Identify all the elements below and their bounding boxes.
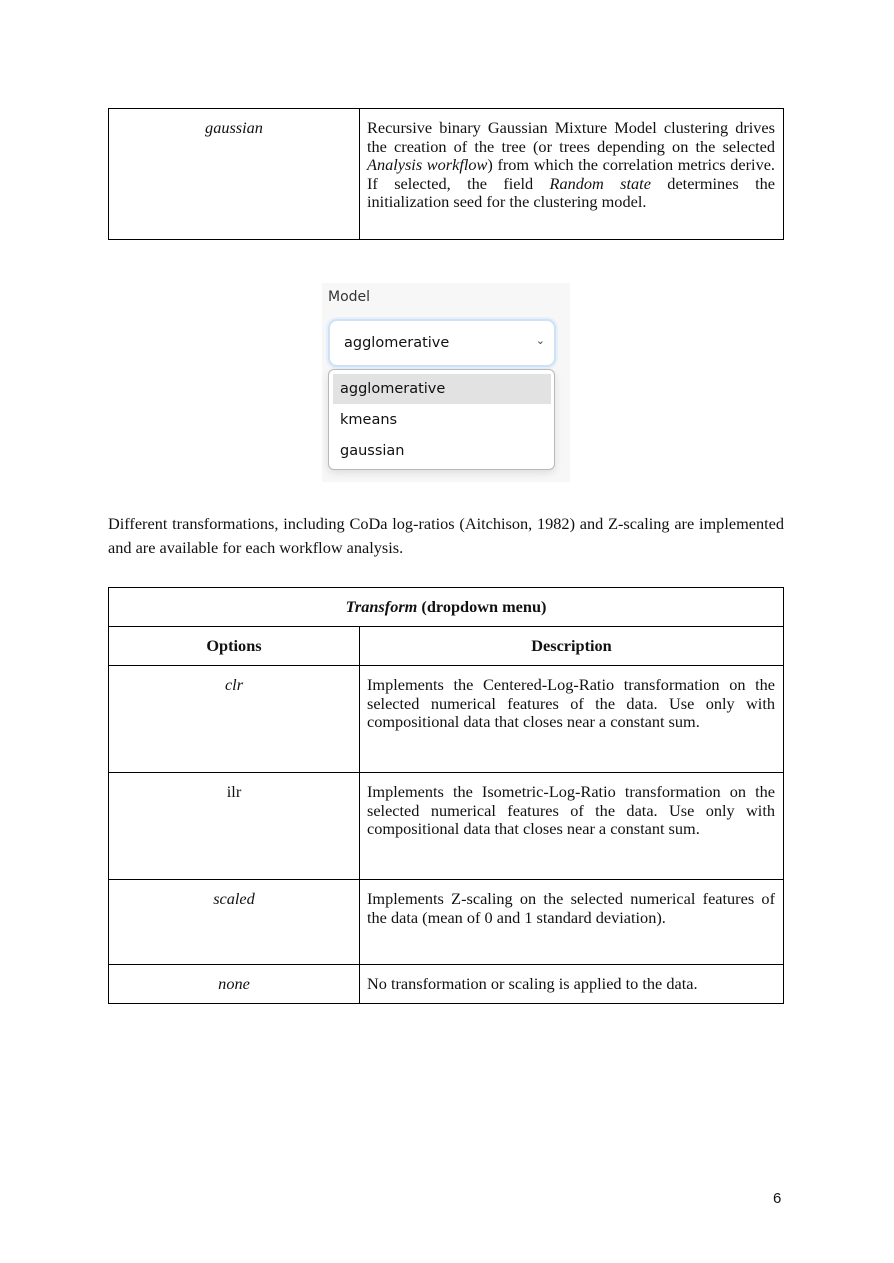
- table-title-row: [109, 588, 784, 627]
- description-cell: Implements the Centered-Log-Ratio transformation on the selected numerical features of the data. Use only with compositional data that closes near a constant sum.: [360, 666, 784, 773]
- description-emphasis: Analysis workflow: [367, 155, 488, 175]
- table-row: [109, 773, 784, 880]
- model-options-menu: [328, 369, 555, 470]
- option-cell: none: [109, 965, 360, 1004]
- description-emphasis: Random state: [549, 173, 651, 193]
- description-text: ) from which the correlation metrics derive. If selected, the field: [367, 155, 776, 193]
- option-cell: gaussian: [109, 109, 360, 240]
- table-row: [109, 880, 784, 965]
- option-cell: clr: [109, 666, 360, 773]
- chevron-down-icon[interactable]: ⌄: [535, 334, 545, 347]
- description-cell: Implements Z-scaling on the selected numerical features of the data (mean of 0 and 1 standard deviation).: [360, 880, 784, 965]
- menu-item-kmeans[interactable]: kmeans: [340, 412, 398, 428]
- description-text: determines the initialization seed for the clustering model.: [367, 173, 775, 212]
- model-label: Model: [328, 289, 371, 305]
- model-select-value: agglomerative: [344, 335, 450, 351]
- description-text: Recursive binary Gaussian Mixture Model clustering drives the creation of the tree (or trees depending on the selected: [367, 118, 775, 156]
- model-select[interactable]: [328, 319, 556, 367]
- table-row: [109, 965, 784, 1004]
- option-cell: ilr: [109, 773, 360, 880]
- option-cell: scaled: [109, 880, 360, 965]
- table-title-text: (dropdown menu): [417, 597, 547, 616]
- table-title: [109, 588, 784, 627]
- body-paragraph: Different transformations, including CoDa log-ratios (Aitchison, 1982) and Z-scaling are implemented and are available for each workflow analysis.: [108, 514, 784, 557]
- menu-item-agglomerative[interactable]: agglomerative: [333, 374, 551, 404]
- table-row: [109, 666, 784, 773]
- table-row: [109, 109, 784, 240]
- description-cell: No transformation or scaling is applied to the data.: [360, 965, 784, 1004]
- description-cell: Implements the Isometric-Log-Ratio transformation on the selected numerical features of the data. Use only with compositional data that closes near a constant sum.: [360, 773, 784, 880]
- page-number: 6: [773, 1190, 782, 1207]
- column-header-description: Description: [360, 627, 784, 666]
- menu-item-gaussian[interactable]: gaussian: [340, 443, 405, 459]
- table-title-emphasis: Transform: [345, 597, 418, 616]
- transform-table: [108, 587, 784, 1004]
- model-options-table: [108, 108, 784, 240]
- column-header-options: Options: [109, 627, 360, 666]
- model-dropdown-screenshot: [322, 283, 570, 482]
- table-header-row: [109, 627, 784, 666]
- description-cell: [360, 109, 784, 240]
